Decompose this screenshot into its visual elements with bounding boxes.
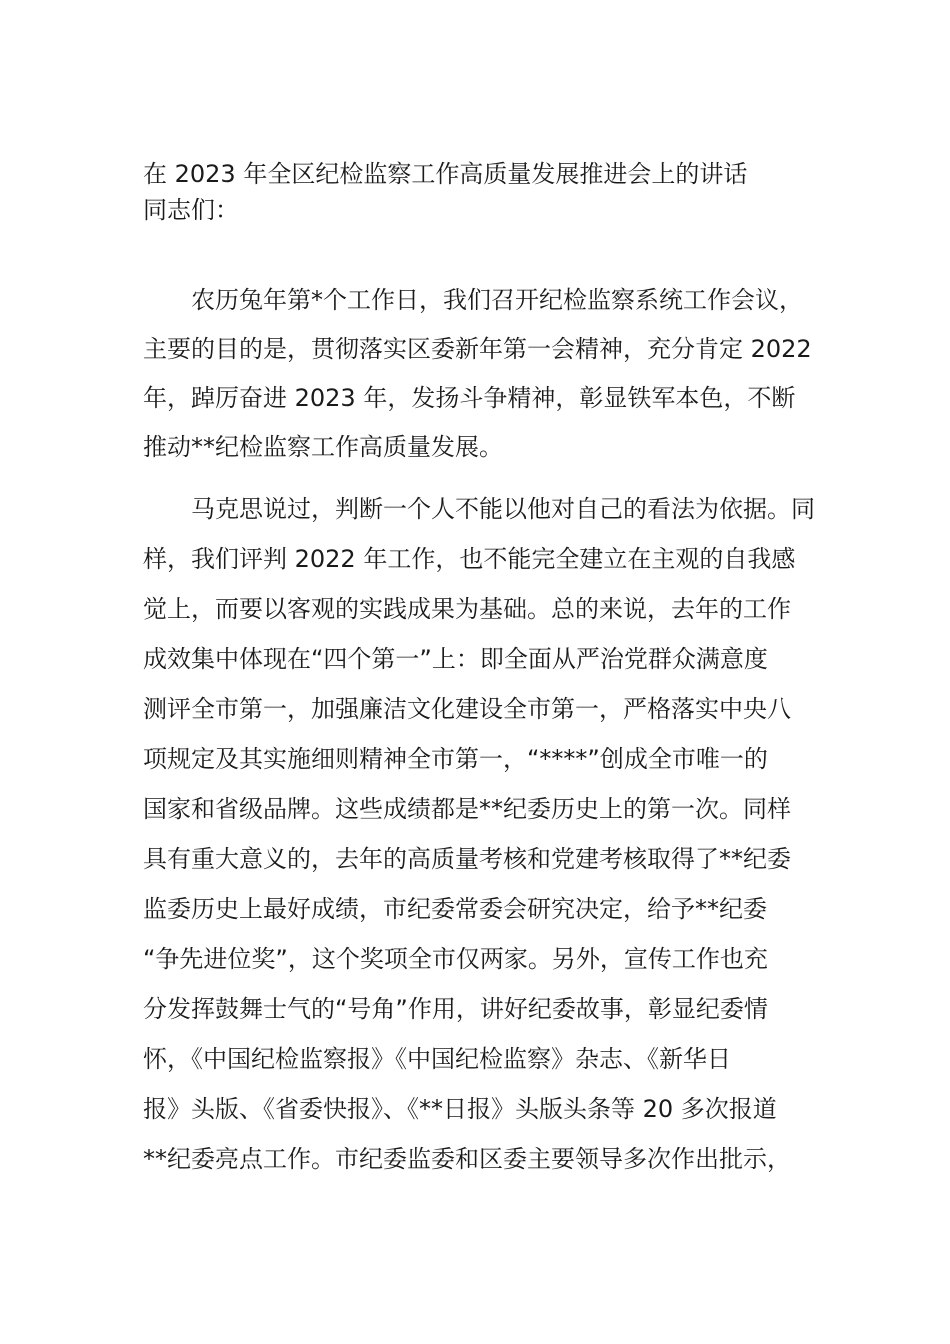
paragraph-line: 成效集中体现在“四个第一”上：即全面从严治党群众满意度 (143, 645, 768, 673)
paragraph-line: 怀，《中国纪检监察报》《中国纪检监察》杂志、《新华日 (143, 1045, 731, 1073)
paragraph-line: 项规定及其实施细则精神全市第一，“****”创成全市唯一的 (143, 745, 768, 773)
paragraph-line: 报》头版、《省委快报》、《**日报》头版头条等 20 多次报道 (143, 1095, 777, 1123)
salutation: 同志们： (143, 196, 239, 224)
paragraph-line: 年，踔厉奋进 2023 年，发扬斗争精神，彰显铁军本色，不断 (143, 384, 796, 412)
paragraph-line: 觉上，而要以客观的实践成果为基础。总的来说，去年的工作 (143, 595, 791, 623)
paragraph-line: 推动**纪检监察工作高质量发展。 (143, 433, 503, 461)
paragraph-line: 分发挥鼓舞士气的“号角”作用，讲好纪委故事，彰显纪委情 (143, 995, 768, 1023)
paragraph-line: 国家和省级品牌。这些成绩都是**纪委历史上的第一次。同样 (143, 795, 791, 823)
paragraph-line: 监委历史上最好成绩，市纪委常委会研究决定，给予**纪委 (143, 895, 767, 923)
paragraph-line: 主要的目的是，贯彻落实区委新年第一会精神，充分肯定 2022 (143, 335, 812, 363)
paragraph-line: 具有重大意义的，去年的高质量考核和党建考核取得了**纪委 (143, 845, 791, 873)
paragraph-line: 马克思说过，判断一个人不能以他对自己的看法为依据。同 (143, 495, 815, 523)
paragraph-line: **纪委亮点工作。市纪委监委和区委主要领导多次作出批示， (143, 1145, 791, 1173)
paragraph-line: 样，我们评判 2022 年工作，也不能完全建立在主观的自我感 (143, 545, 796, 573)
paragraph-line: 农历兔年第*个工作日，我们召开纪检监察系统工作会议， (143, 286, 803, 314)
paragraph-line: 测评全市第一，加强廉洁文化建设全市第一，严格落实中央八 (143, 695, 791, 723)
paragraph-line: “争先进位奖”，这个奖项全市仅两家。另外，宣传工作也充 (143, 945, 768, 973)
document-title: 在 2023 年全区纪检监察工作高质量发展推进会上的讲话 (143, 160, 748, 188)
